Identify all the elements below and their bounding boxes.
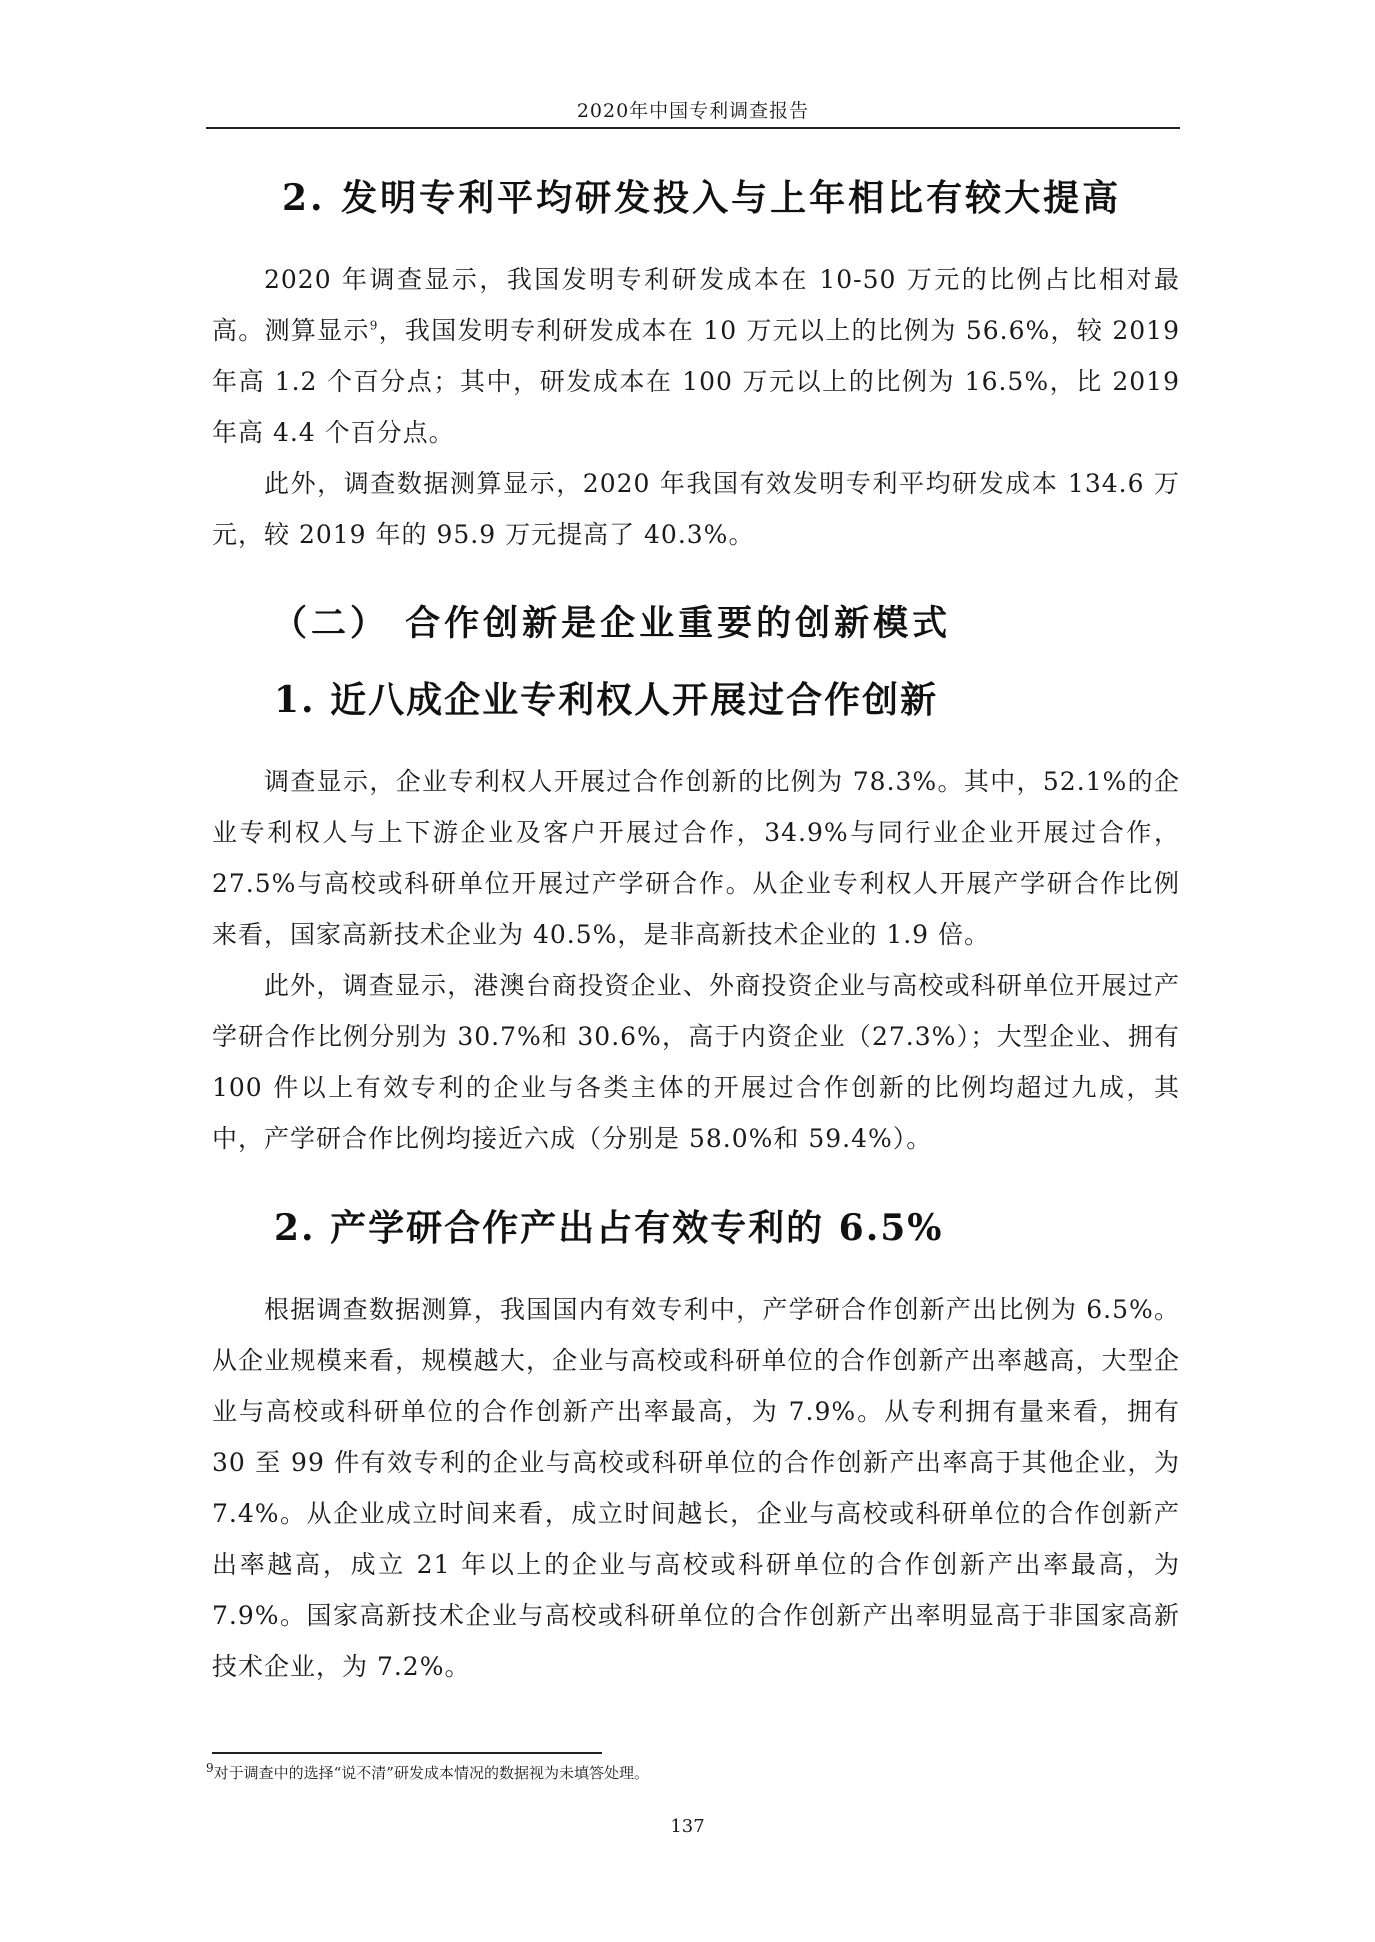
running-header: 2020年中国专利调查报告 [576,100,810,122]
paragraph-cooperation-ratio: 调查显示，企业专利权人开展过合作创新的比例为 78.3%。其中，52.1%的企业专利权人与上下游企业及客户开展过合作，34.9%与同行业企业开展过合作，27.5%与高校或科研单位开展过产学研合作。从企业专利权人开展产学研合作比例来看，国家高新技术企业为 40.5%，是非高新技术企业的 1.9 倍。 [212,767,1180,949]
footnote-rule [212,1752,602,1754]
section-heading-rd-investment: 2. 发明专利平均研发投入与上年相比有较大提高 [282,177,1122,219]
paragraph-avg-rd-cost: 此外，调查数据测算显示，2020 年我国有效发明专利平均研发成本 134.6 万元，较 2019 年的 95.9 万元提高了 40.3%。 [212,469,1180,549]
part-heading-cooperative-innovation: （二） 合作创新是企业重要的创新模式 [272,603,952,644]
paragraph-iur-output: 根据调查数据测算，我国国内有效专利中，产学研合作创新产出比例为 6.5%。从企业规模来看，规模越大，企业与高校或科研单位的合作创新产出率越高，大型企业与高校或科研单位的合作创新产出率最高，为 7.9%。从专利拥有量来看，拥有 30 至 99 件有效专利的企业与高校或科研单位的合作创新产出率高于其他企业，为 7.4%。从企业成立时间来看，成立时间越长，企业与高校或科研单位的合作创新产出率越高，成立 21 年以上的企业与高校或科研单位的合作创新产出率最高，为 7.9%。国家高新技术企业与高校或科研单位的合作创新产出率明显高于非国家高新技术企业，为 7.2%。 [212,1295,1180,1681]
header-rule [206,127,1180,129]
footnote-marker: 9 [206,1761,214,1775]
footnote [206,1762,1176,1784]
main-content [212,160,1180,1692]
page-number: 137 [670,1816,705,1837]
paragraph-text: ，我国发明专利研发成本在 10 万元以上的比例为 56.6%，较 2019 年高 1.2 个百分点；其中，研发成本在 100 万元以上的比例为 16.5%，比 2019 年高 4.4 个百分点。 [212,316,1180,447]
footnote-text: 对于调查中的选择“说不清”研发成本情况的数据视为未填答处理。 [213,1764,649,1782]
paragraph-rd-cost [212,254,1180,458]
paragraph-text: 2020 年调查显示，我国发明专利研发成本在 10-50 万元的比例占比相对最高。测算显示 [212,265,1180,345]
paragraph-cooperation-by-type: 此外，调查显示，港澳台商投资企业、外商投资企业与高校或科研单位开展过产学研合作比例分别为 30.7%和 30.6%，高于内资企业（27.3%）；大型企业、拥有 100 件以上有效专利的企业与各类主体的开展过合作创新的比例均超过九成，其中，产学研合作比例均接近六成（分别是 58.0%和 59.4%）。 [212,971,1180,1153]
footnote-reference[interactable]: 9 [369,318,379,333]
section-heading-cooperation-ratio: 1. 近八成企业专利权人开展过合作创新 [274,679,939,721]
section-heading-iur-output: 2. 产学研合作产出占有效专利的 6.5% [274,1207,944,1249]
